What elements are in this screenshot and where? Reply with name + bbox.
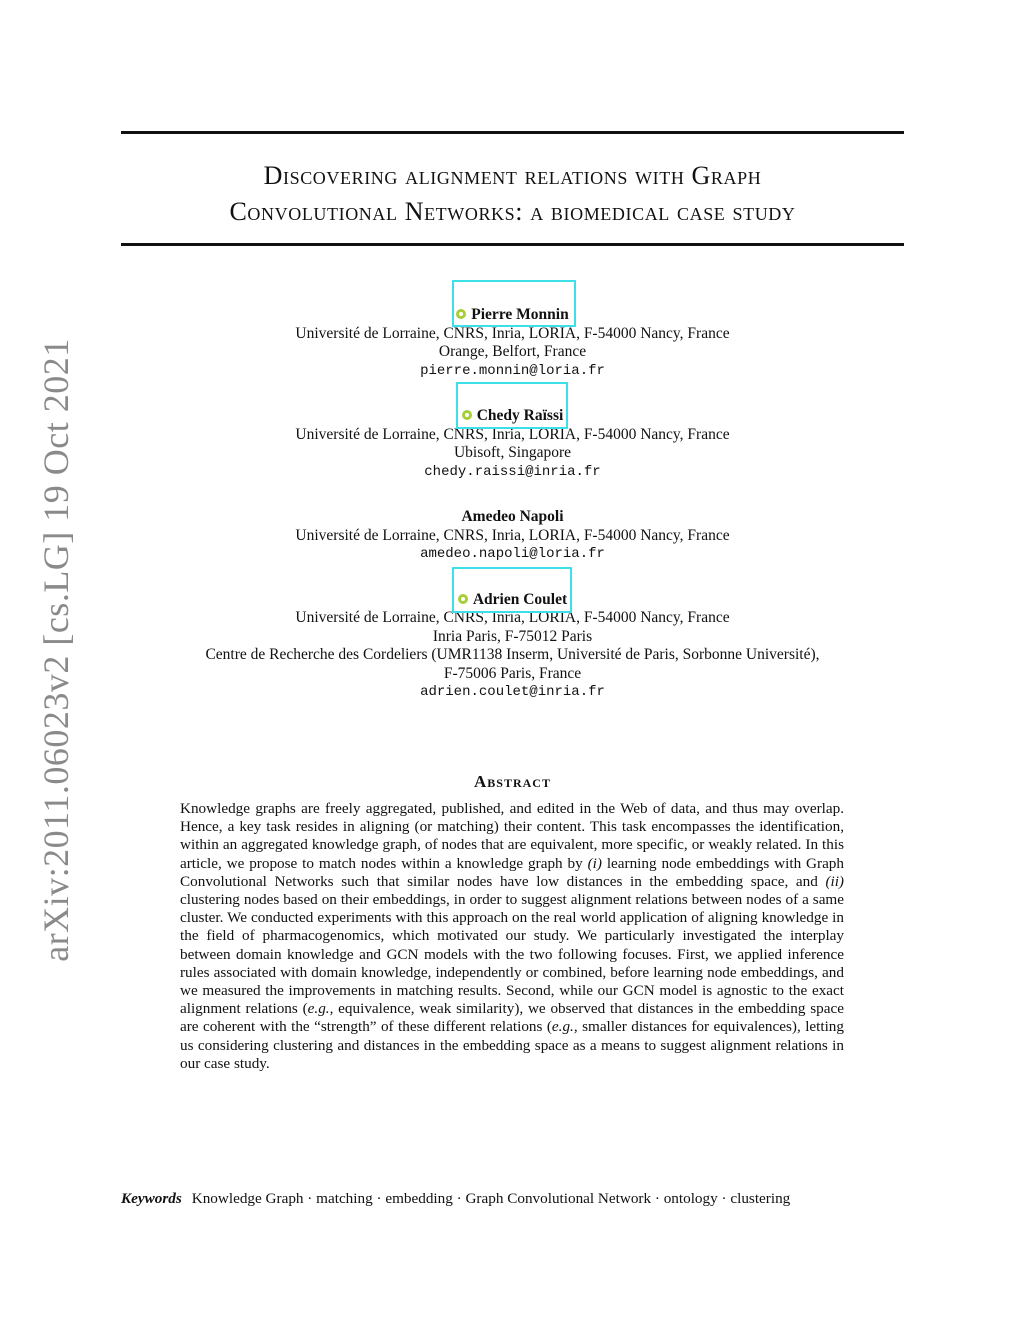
keywords-text: Knowledge Graph · matching · embedding · Graph Convolutional Network · ontology · clustering — [191, 1190, 791, 1207]
affiliation: Université de Lorraine, CNRS, Inria, LORIA, F-54000 Nancy, France — [295, 609, 730, 626]
author-entry — [121, 508, 904, 564]
affiliation: F-75006 Paris, France — [443, 664, 582, 682]
email-link[interactable]: pierre.monnin@loria.fr — [420, 362, 605, 379]
orcid-link-highlight[interactable] — [456, 382, 568, 429]
affiliation: Orange, Belfort, France — [438, 343, 587, 360]
paper-title — [121, 158, 904, 230]
author-name: Amedeo Napoli — [461, 508, 564, 525]
abstract-heading: Abstract — [474, 772, 551, 791]
top-rule — [121, 131, 904, 134]
affiliation: Centre de Recherche des Cordeliers (UMR1138 Inserm, Université de Paris, Sorbonne Université), — [205, 646, 820, 663]
email-link[interactable]: amedeo.napoli@loria.fr — [420, 546, 605, 562]
abstract-body: Knowledge graphs are freely aggregated, published, and edited in the Web of data, and thus may overlap. Hence, a key task resides in aligning (or matching) their content. This task encompasses the identification, within an aggregated knowledge graph, of nodes that are equivalent, more specific, or weakly related. In this article, we propose to match nodes within a knowledge graph by (i) learning node embeddings with Graph Convolutional Networks such that similar nodes have low distances in the embedding space, and (ii) clustering nodes based on their embeddings, in order to suggest alignment relations between nodes of a same cluster. We conducted experiments with this approach on the real world application of aligning knowledge in the field of pharmacogenomics, which motivated our study. We particularly investigated the interplay between domain knowledge and GCN models with the two following focuses. First, we applied inference rules associated with domain knowledge, independently or combined, before learning node embeddings, and we measured the improvements in matching results. Second, while our GCN model is agnostic to the exact alignment relations (e.g., equivalence, weak similarity), we observed that distances in the embedding space are coherent with the “strength” of these different relations (e.g., smaller distances for equivalences), letting us considering clustering and distances in the embedding space as a means to suggest alignment relations in our case study. — [180, 800, 844, 1072]
email-link[interactable]: adrien.coulet@inria.fr — [420, 684, 605, 700]
author-name[interactable]: Chedy Raïssi — [462, 407, 564, 426]
title-line-1: Discovering alignment relations with Graph — [263, 161, 762, 190]
affiliation: Inria Paris, F-75012 Paris — [432, 627, 593, 645]
affiliation: Université de Lorraine, CNRS, Inria, LORIA, F-54000 Nancy, France — [295, 324, 730, 342]
author-block — [121, 306, 904, 729]
keywords-line — [121, 1190, 790, 1208]
title-line-2: Convolutional Networks: a biomedical case study — [229, 197, 796, 226]
author-name[interactable]: Adrien Coulet — [458, 591, 567, 610]
affiliation: Université de Lorraine, CNRS, Inria, LORIA, F-54000 Nancy, France — [295, 526, 730, 544]
author-name[interactable]: Pierre Monnin — [456, 306, 568, 325]
orcid-link-highlight[interactable] — [452, 280, 576, 327]
affiliation: Ubisoft, Singapore — [453, 444, 572, 461]
affiliation: Université de Lorraine, CNRS, Inria, LORIA, F-54000 Nancy, France — [295, 425, 730, 443]
bottom-rule — [121, 243, 904, 246]
arxiv-stamp: arXiv:2011.06023v2 [cs.LG] 19 Oct 2021 — [36, 338, 76, 962]
email-link[interactable]: chedy.raissi@inria.fr — [424, 463, 601, 480]
orcid-link-highlight[interactable] — [452, 567, 572, 613]
keywords-label: Keywords — [121, 1190, 182, 1207]
